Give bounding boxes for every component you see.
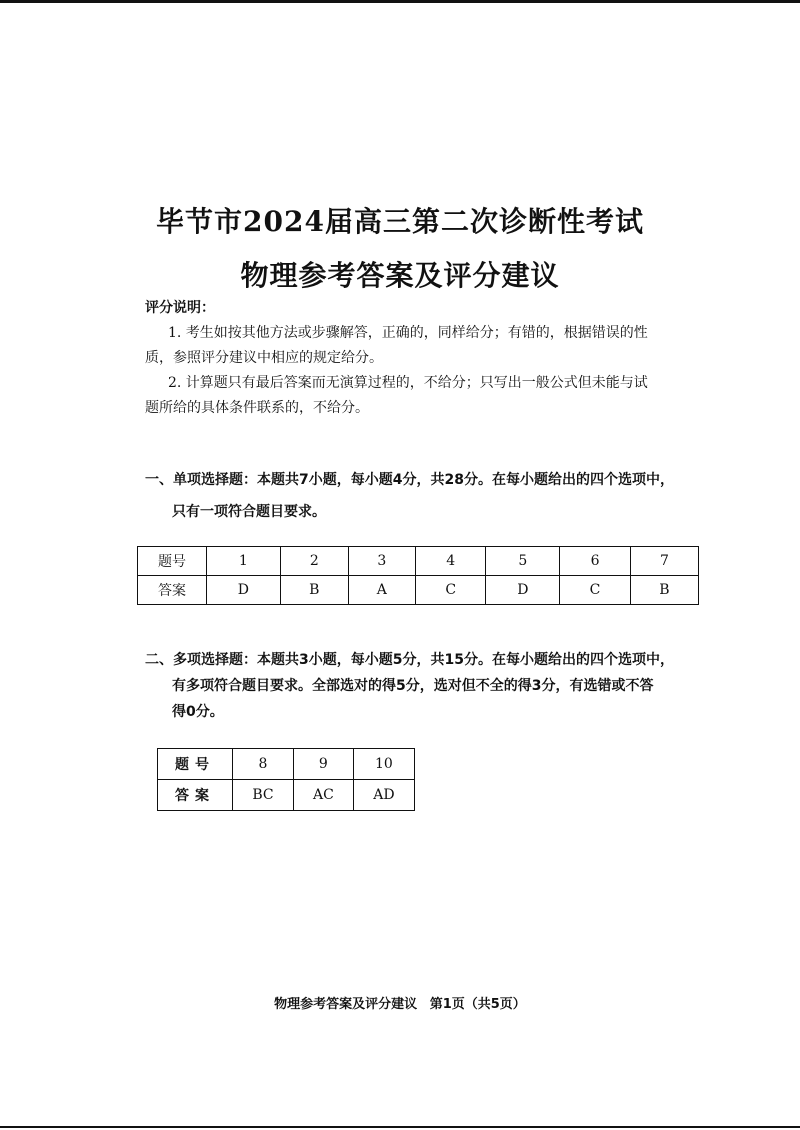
answer-cell: BC	[233, 780, 294, 811]
section-2-line-1: 二、多项选择题：本题共3小题，每小题5分，共15分。在每小题给出的四个选项中，	[145, 652, 674, 668]
table-row	[158, 749, 415, 780]
row-header-number: 题号	[138, 547, 207, 576]
question-number: 8	[233, 749, 294, 780]
answer-cell: AC	[293, 780, 353, 811]
top-border-line	[0, 0, 800, 3]
doc-subtitle: 物理参考答案及评分建议	[240, 259, 560, 292]
question-number: 1	[207, 547, 281, 576]
row-header-answer: 答案	[158, 780, 233, 811]
notes-heading: 评分说明：	[145, 300, 215, 316]
note-1-line-2: 质，参照评分建议中相应的规定给分。	[145, 350, 383, 366]
bottom-border-line	[0, 1126, 800, 1128]
question-number: 2	[280, 547, 348, 576]
section-2-line-3: 得0分。	[172, 704, 224, 720]
answer-cell: AD	[353, 780, 414, 811]
question-number: 3	[348, 547, 415, 576]
row-header-answer: 答案	[138, 576, 207, 605]
question-number: 4	[415, 547, 486, 576]
table-row	[138, 547, 699, 576]
question-number: 10	[353, 749, 414, 780]
single-choice-answer-table	[137, 546, 699, 605]
answer-cell: B	[280, 576, 348, 605]
row-header-number: 题号	[158, 749, 233, 780]
answer-cell: C	[560, 576, 631, 605]
question-number: 5	[486, 547, 560, 576]
answer-cell: D	[207, 576, 281, 605]
answer-cell: D	[486, 576, 560, 605]
exam-title: 毕节市2024届高三第二次诊断性考试	[156, 205, 644, 238]
note-2-line-1: 2. 计算题只有最后答案而无演算过程的，不给分；只写出一般公式但未能与试	[168, 375, 648, 391]
note-2-line-2: 题所给的具体条件联系的，不给分。	[145, 400, 369, 416]
multi-choice-answer-table	[157, 748, 415, 811]
answer-cell: C	[415, 576, 486, 605]
footer-page-number: 第1页（共5页）	[429, 997, 526, 1012]
section-1-line-1: 一、单项选择题：本题共7小题，每小题4分，共28分。在每小题给出的四个选项中，	[145, 472, 674, 488]
question-number: 6	[560, 547, 631, 576]
table-row	[158, 780, 415, 811]
answer-cell: A	[348, 576, 415, 605]
footer-doc-title: 物理参考答案及评分建议	[274, 997, 418, 1012]
note-1-line-1: 1. 考生如按其他方法或步骤解答，正确的，同样给分；有错的，根据错误的性	[168, 325, 648, 341]
answer-cell: B	[630, 576, 698, 605]
question-number: 7	[630, 547, 698, 576]
question-number: 9	[293, 749, 353, 780]
section-2-line-2: 有多项符合题目要求。全部选对的得5分，选对但不全的得3分，有选错或不答	[172, 678, 654, 694]
page-footer	[0, 993, 800, 1012]
table-row	[138, 576, 699, 605]
section-1-line-2: 只有一项符合题目要求。	[172, 504, 326, 520]
